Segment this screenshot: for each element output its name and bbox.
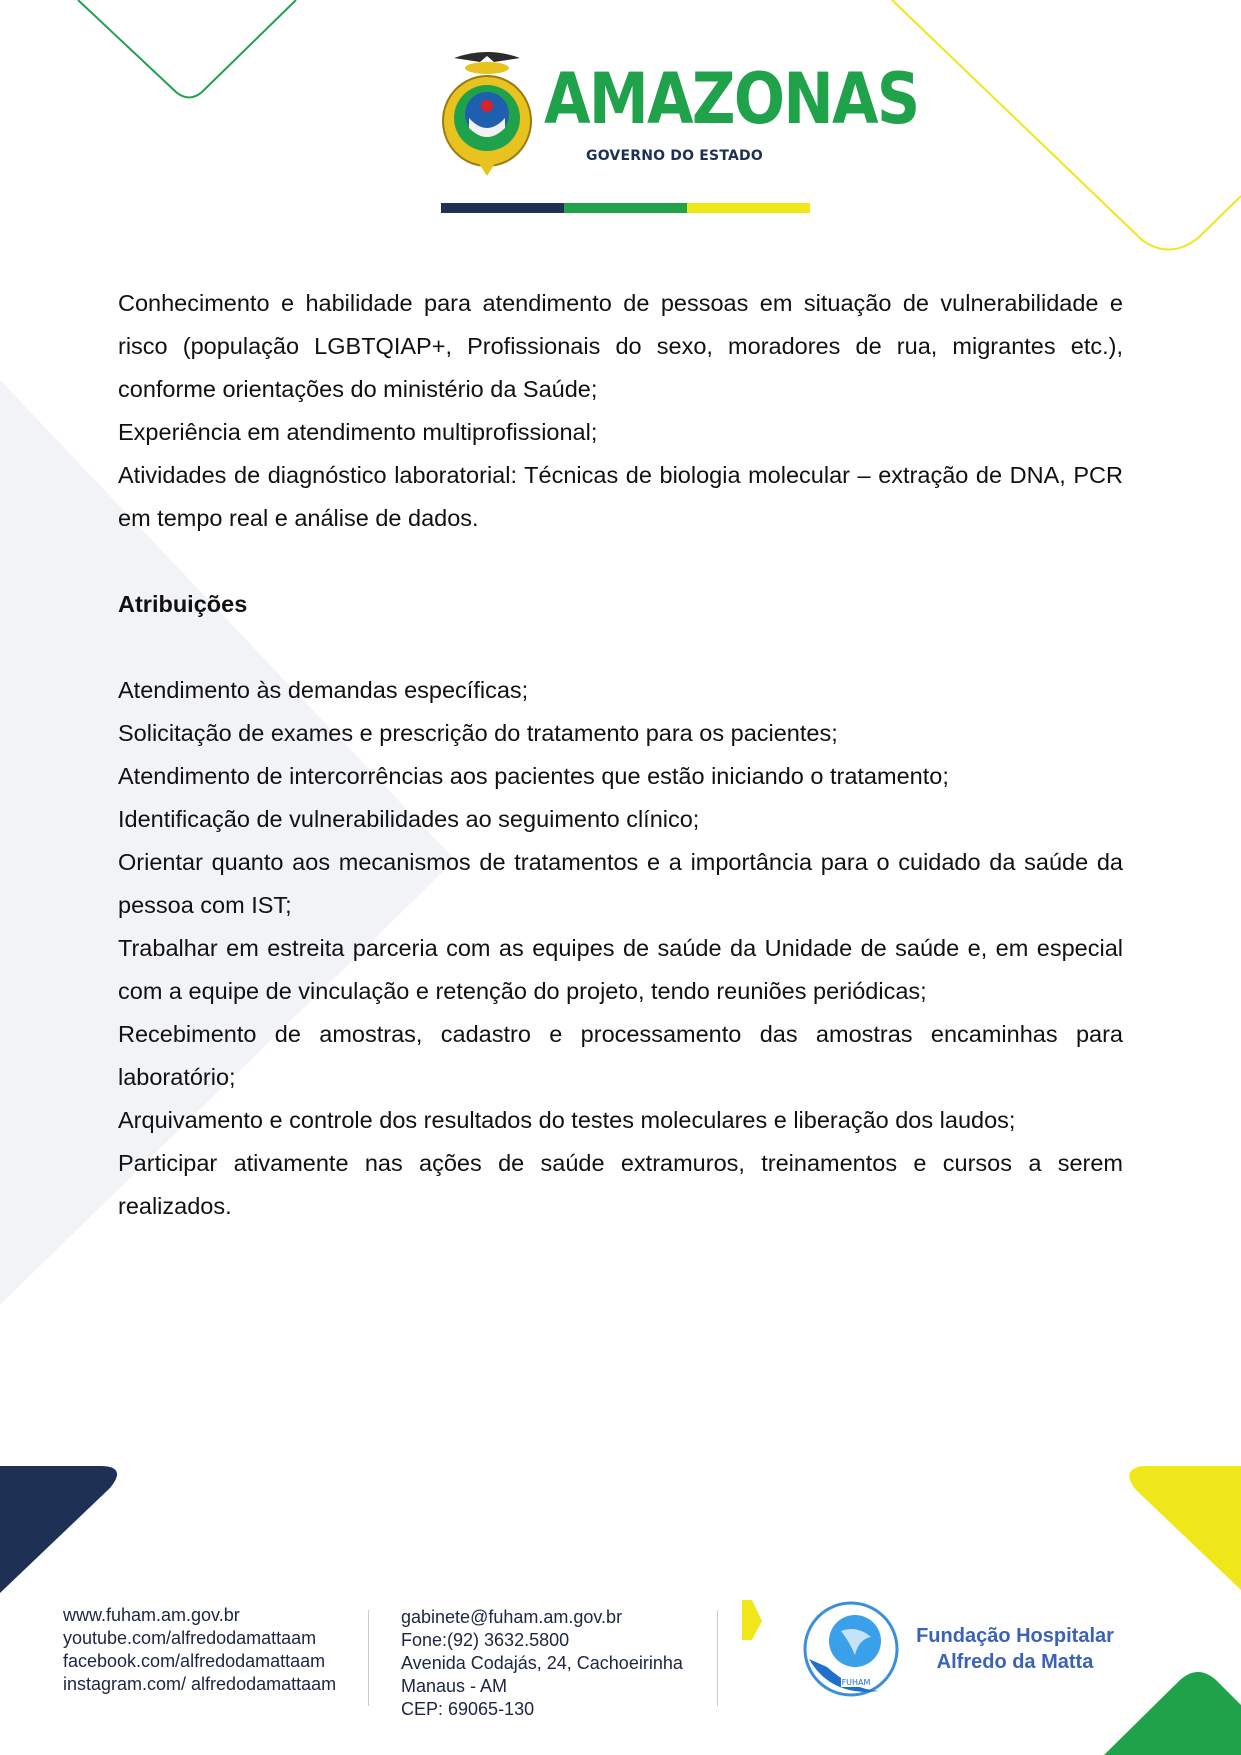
tricolor-yellow <box>687 203 810 213</box>
list-item: Participar ativamente nas ações de saúde extramuros, treinamentos e cursos a serem realizados. <box>118 1150 1123 1219</box>
seal-label: FUHAM <box>841 1678 871 1687</box>
brand-name: AMAZONAS <box>544 58 919 140</box>
list-item: Atendimento às demandas específicas; <box>118 677 529 703</box>
instagram-link[interactable]: instagram.com/ alfredodamattaam <box>63 1674 337 1694</box>
email-link[interactable]: gabinete@fuham.am.gov.br <box>401 1607 623 1627</box>
yellow-corner-decoration <box>1129 1466 1241 1590</box>
document-body <box>118 282 1123 1228</box>
facebook-link[interactable]: facebook.com/alfredodamattaam <box>63 1651 326 1671</box>
youtube-link[interactable]: youtube.com/alfredodamattaam <box>63 1628 317 1648</box>
fuham-seal-icon <box>801 1597 909 1699</box>
footer-links <box>63 1604 336 1696</box>
green-chevron-decoration <box>78 0 296 98</box>
tricolor-bar <box>441 203 810 213</box>
tricolor-navy <box>441 203 564 213</box>
postal-code-text: CEP: 69065-130 <box>401 1699 535 1719</box>
brand-subtitle: GOVERNO DO ESTADO <box>586 148 763 164</box>
list-item: Orientar quanto aos mecanismos de tratamentos e a importância para o cuidado da saúde da pessoa com IST; <box>118 849 1123 918</box>
coat-of-arms-icon <box>434 46 540 178</box>
yellow-chevron-decoration <box>892 0 1241 250</box>
list-item: Recebimento de amostras, cadastro e processamento das amostras encaminhas para laboratório; <box>118 1021 1123 1090</box>
list-item: Solicitação de exames e prescrição do tratamento para os pacientes; <box>118 720 838 746</box>
city-text: Manaus - AM <box>401 1676 508 1696</box>
footer-divider <box>368 1610 369 1706</box>
yellow-arrow-decoration <box>742 1600 762 1640</box>
navy-corner-decoration <box>0 1466 117 1593</box>
footer-contact <box>401 1606 683 1721</box>
list-item: Atendimento de intercorrências aos pacientes que estão iniciando o tratamento; <box>118 763 949 789</box>
footer-divider <box>717 1610 718 1706</box>
paragraph: Conhecimento e habilidade para atendimento de pessoas em situação de vulnerabilidade e risco (população LGBTQIAP+, Profissionais do sexo, moradores de rua, migrantes etc.), conforme orientações do ministério da Saúde; <box>118 290 1123 402</box>
list-item: Identificação de vulnerabilidades ao seguimento clínico; <box>118 806 700 832</box>
foundation-name-line-1: Fundação Hospitalar <box>916 1625 1114 1647</box>
foundation-name <box>905 1623 1125 1675</box>
list-item: Trabalhar em estreita parceria com as equipes de saúde da Unidade de saúde e, em especial com a equipe de vinculação e retenção do projeto, tendo reuniões periódicas; <box>118 935 1123 1004</box>
phone-text: Fone:(92) 3632.5800 <box>401 1630 570 1650</box>
foundation-name-line-2: Alfredo da Matta <box>936 1651 1094 1673</box>
address-text: Avenida Codajás, 24, Cachoeirinha <box>401 1653 683 1673</box>
paragraph: Experiência em atendimento multiprofissional; <box>118 419 598 445</box>
section-heading: Atribuições <box>118 591 248 617</box>
tricolor-green <box>564 203 687 213</box>
paragraph: Atividades de diagnóstico laboratorial: Técnicas de biologia molecular – extração de DNA, PCR em tempo real e análise de dados. <box>118 462 1123 531</box>
list-item: Arquivamento e controle dos resultados do testes moleculares e liberação dos laudos; <box>118 1107 1016 1133</box>
green-corner-decoration <box>1104 1672 1241 1755</box>
website-link[interactable]: www.fuham.am.gov.br <box>63 1605 240 1625</box>
